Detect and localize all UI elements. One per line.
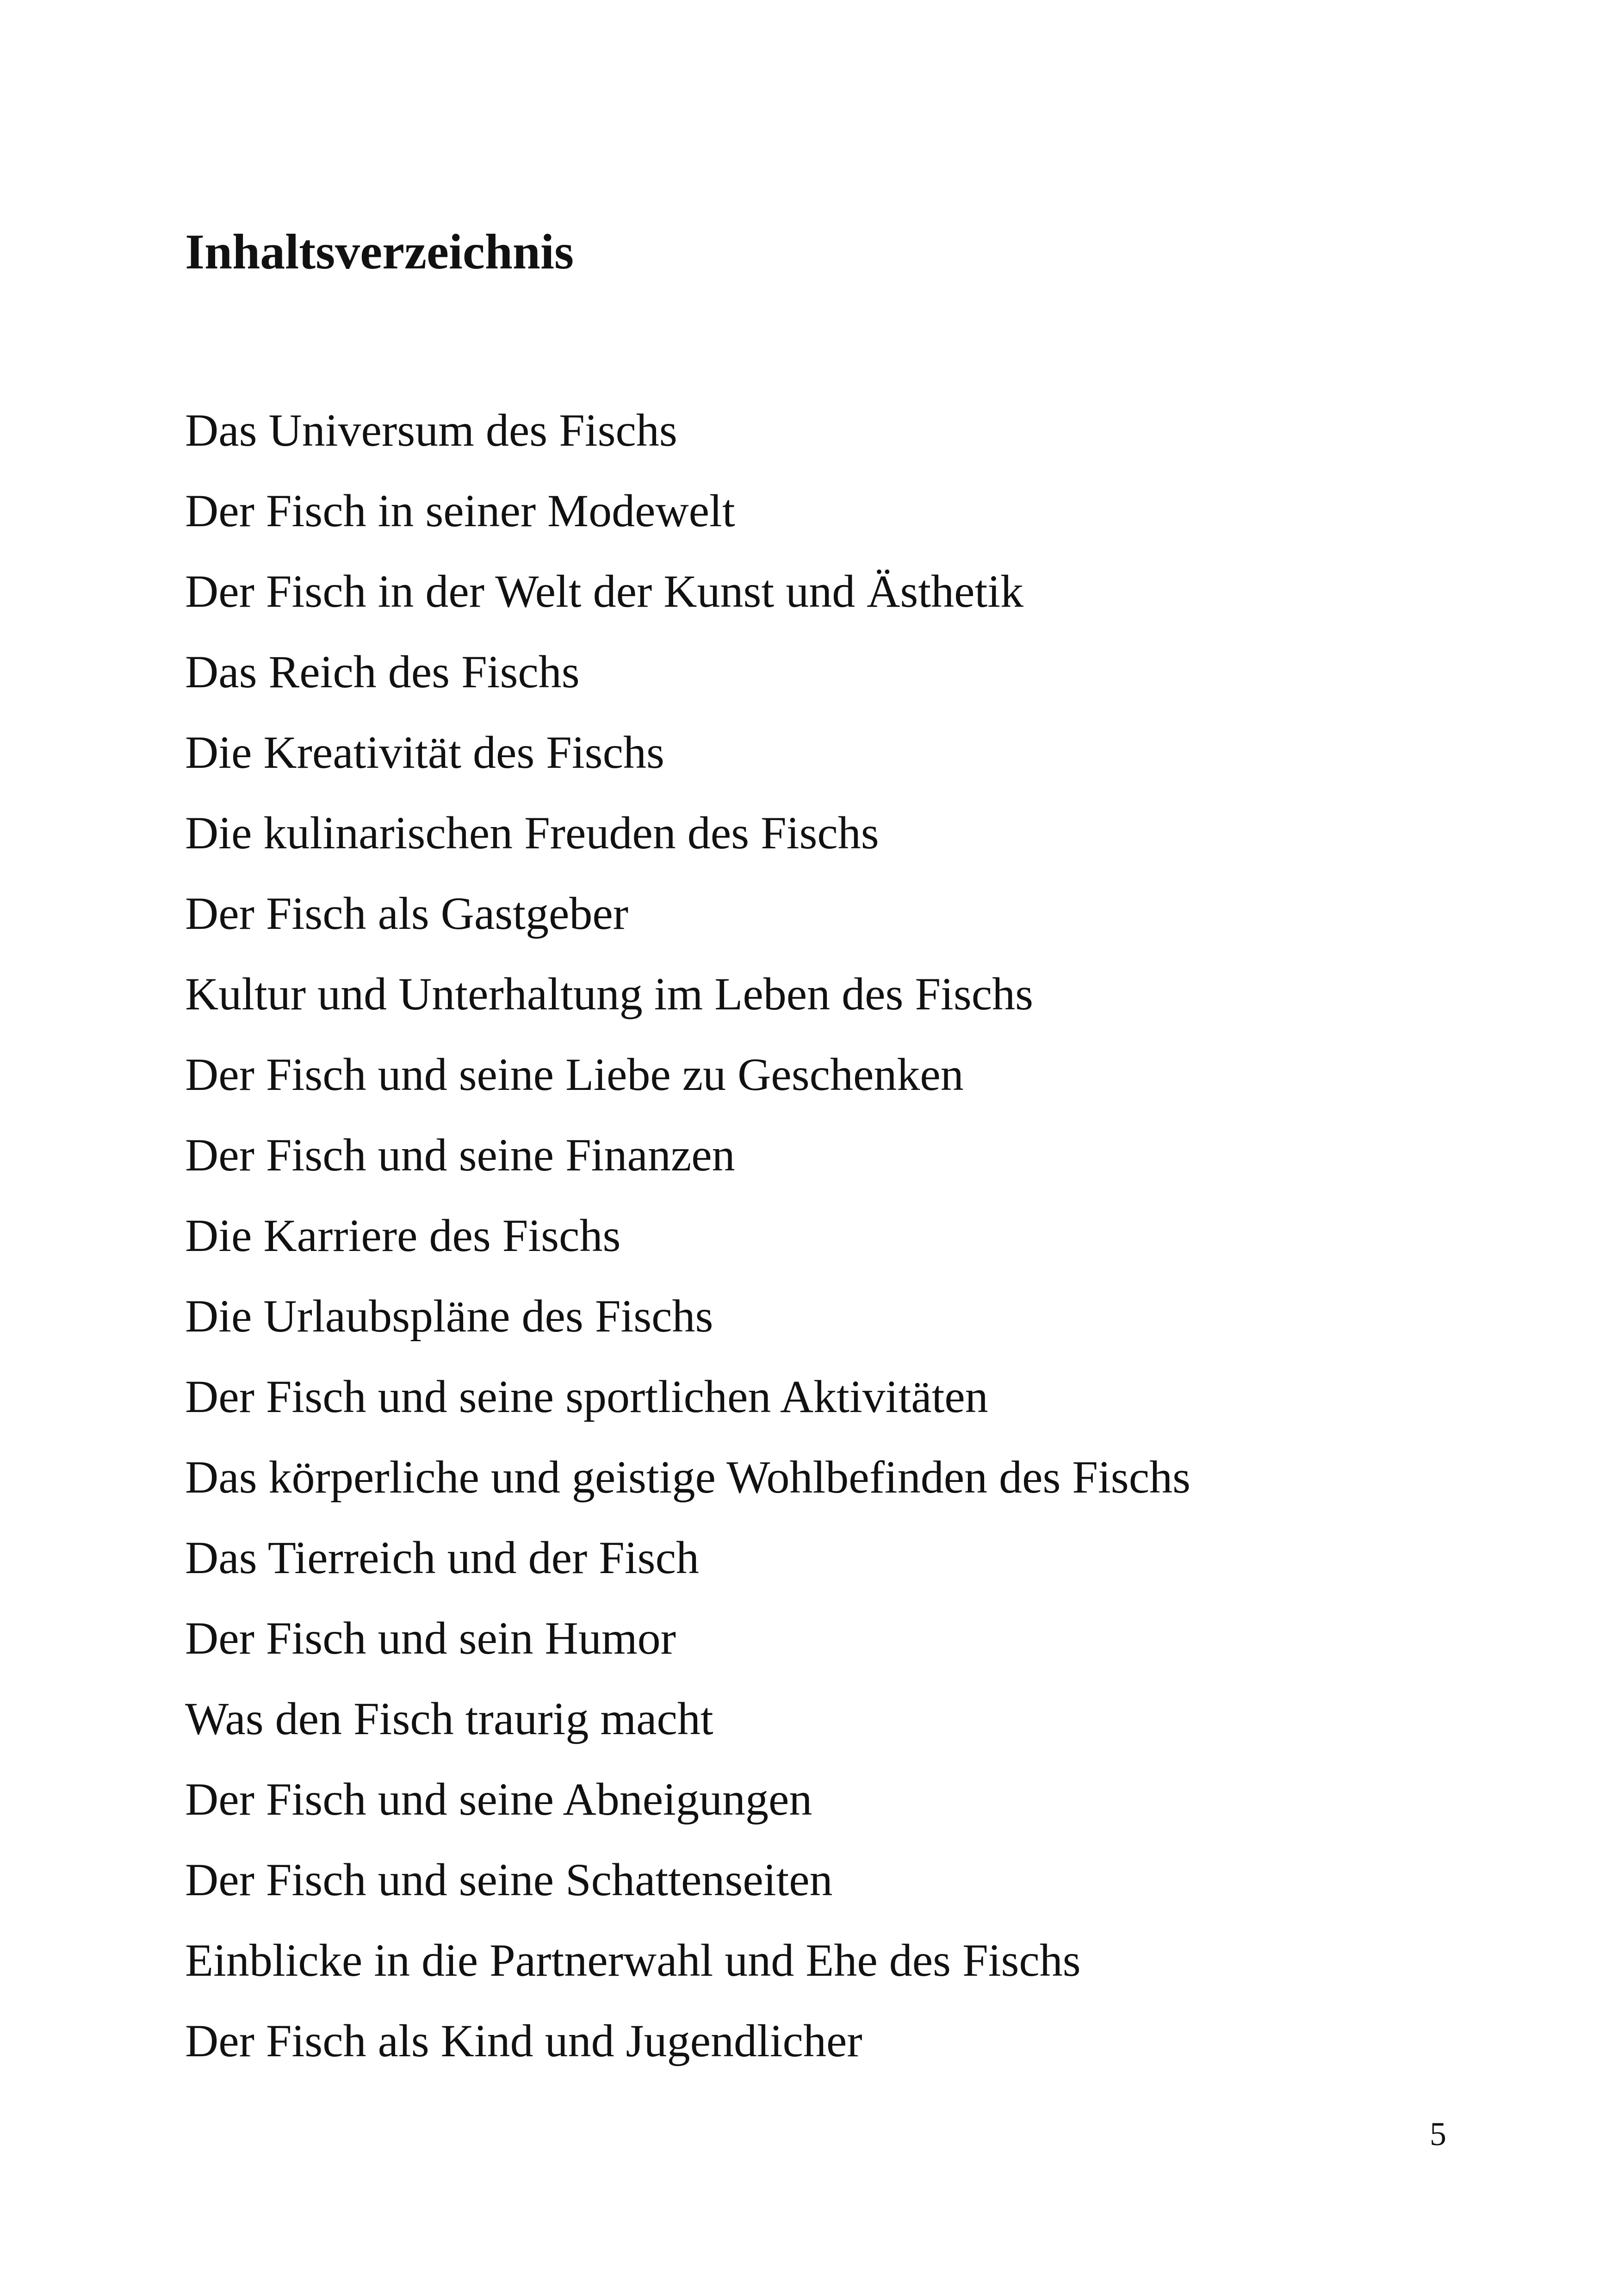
toc-entry: Das Universum des Fischs <box>185 404 677 456</box>
toc-entry: Der Fisch und seine Schattenseiten <box>185 1854 833 1905</box>
page-title: Inhaltsverzeichnis <box>185 224 574 280</box>
toc-entry: Der Fisch in der Welt der Kunst und Ästhetik <box>185 566 1024 617</box>
toc-entry: Kultur und Unterhaltung im Leben des Fischs <box>185 968 1034 1020</box>
toc-entry: Die kulinarischen Freuden des Fischs <box>185 807 879 859</box>
toc-entry: Der Fisch und seine Liebe zu Geschenken <box>185 1049 964 1100</box>
toc-entry: Der Fisch in seiner Modewelt <box>185 485 735 536</box>
toc-entry: Das körperliche und geistige Wohlbefinden des Fischs <box>185 1451 1190 1503</box>
toc-entry: Der Fisch als Gastgeber <box>185 888 629 939</box>
toc-entry: Der Fisch und seine sportlichen Aktivitäten <box>185 1371 988 1422</box>
toc-entry: Was den Fisch traurig macht <box>185 1693 713 1744</box>
toc-entry: Das Tierreich und der Fisch <box>185 1532 699 1583</box>
toc-entry: Die Urlaubspläne des Fischs <box>185 1290 713 1342</box>
toc-entry: Die Karriere des Fischs <box>185 1210 621 1261</box>
toc-list <box>185 400 1190 2091</box>
toc-entry: Das Reich des Fischs <box>185 646 580 697</box>
page-number: 5 <box>1430 2116 1446 2153</box>
toc-entry: Einblicke in die Partnerwahl und Ehe des Fischs <box>185 1935 1081 1986</box>
toc-entry: Der Fisch und seine Finanzen <box>185 1129 735 1181</box>
toc-entry: Der Fisch als Kind und Jugendlicher <box>185 2015 862 2066</box>
toc-entry: Die Kreativität des Fischs <box>185 727 664 778</box>
toc-entry: Der Fisch und seine Abneigungen <box>185 1773 812 1825</box>
toc-entry: Der Fisch und sein Humor <box>185 1612 676 1664</box>
